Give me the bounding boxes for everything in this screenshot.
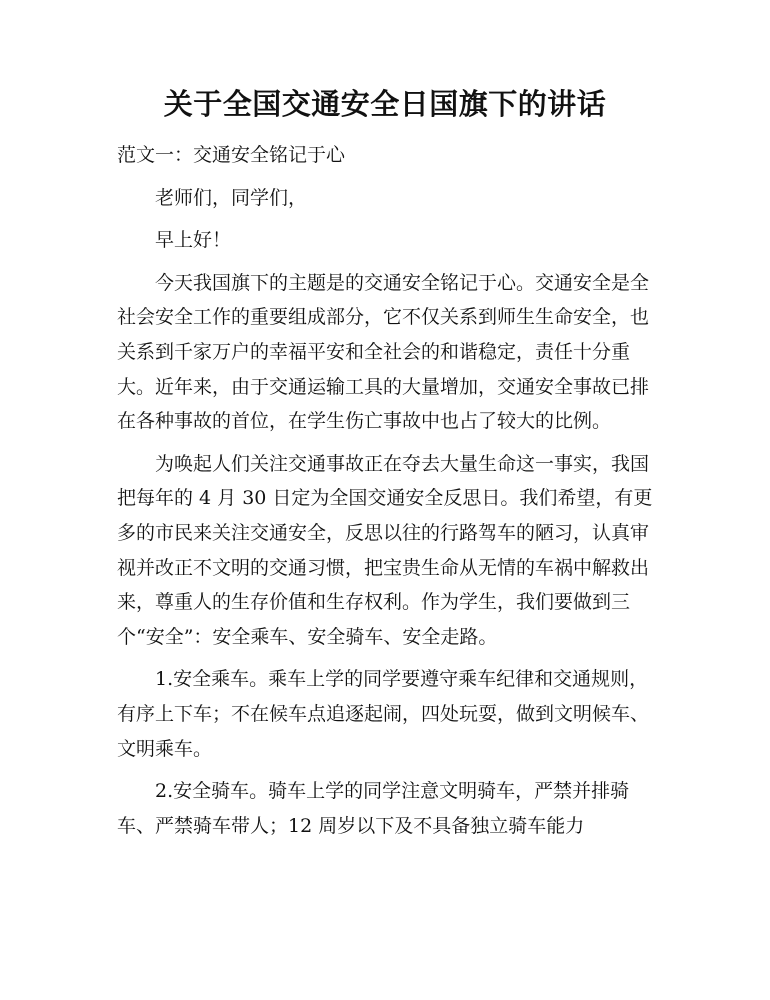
greeting-line: 老师们，同学们，	[155, 186, 308, 209]
body-paragraph: 为唤起人们关注交通事故正在夺去大量生命这一事实，我国把每年的 4 月 30 日定为全国交通安全反思日。我们希望，有更多的市民来关注交通安全，反思以往的行路驾车的陋习，认真审视并改正不文明的交通习惯，把宝贵生命从无情的车祸中解救出来，尊重人的生存价值和生存权利。作为学生，我们要做到三个“安全”：安全乘车、安全骑车、安全走路。	[117, 452, 653, 648]
body-paragraph: 今天我国旗下的主题是的交通安全铭记于心。交通安全是全社会安全工作的重要组成部分，它不仅关系到师生生命安全，也关系到千家万户的幸福平安和全社会的和谐稳定，责任十分重大。近年来，由于交通运输工具的大量增加，交通安全事故已排在各种事故的首位，在学生伤亡事故中也占了较大的比例。	[117, 271, 650, 433]
section-heading: 范文一：交通安全铭记于心	[117, 144, 346, 166]
greeting-line: 早上好！	[155, 229, 232, 252]
body-paragraph: 2.安全骑车。骑车上学的同学注意文明骑车，严禁并排骑车、严禁骑车带人；12 周岁以下及不具备独立骑车能力	[117, 780, 630, 837]
document-body	[117, 138, 657, 843]
document-title: 关于全国交通安全日国旗下的讲话	[163, 87, 607, 121]
body-paragraph: 1.安全乘车。乘车上学的同学要遵守乘车纪律和交通规则，有序上下车；不在候车点追逐起闹，四处玩耍，做到文明候车、文明乘车。	[117, 668, 650, 760]
